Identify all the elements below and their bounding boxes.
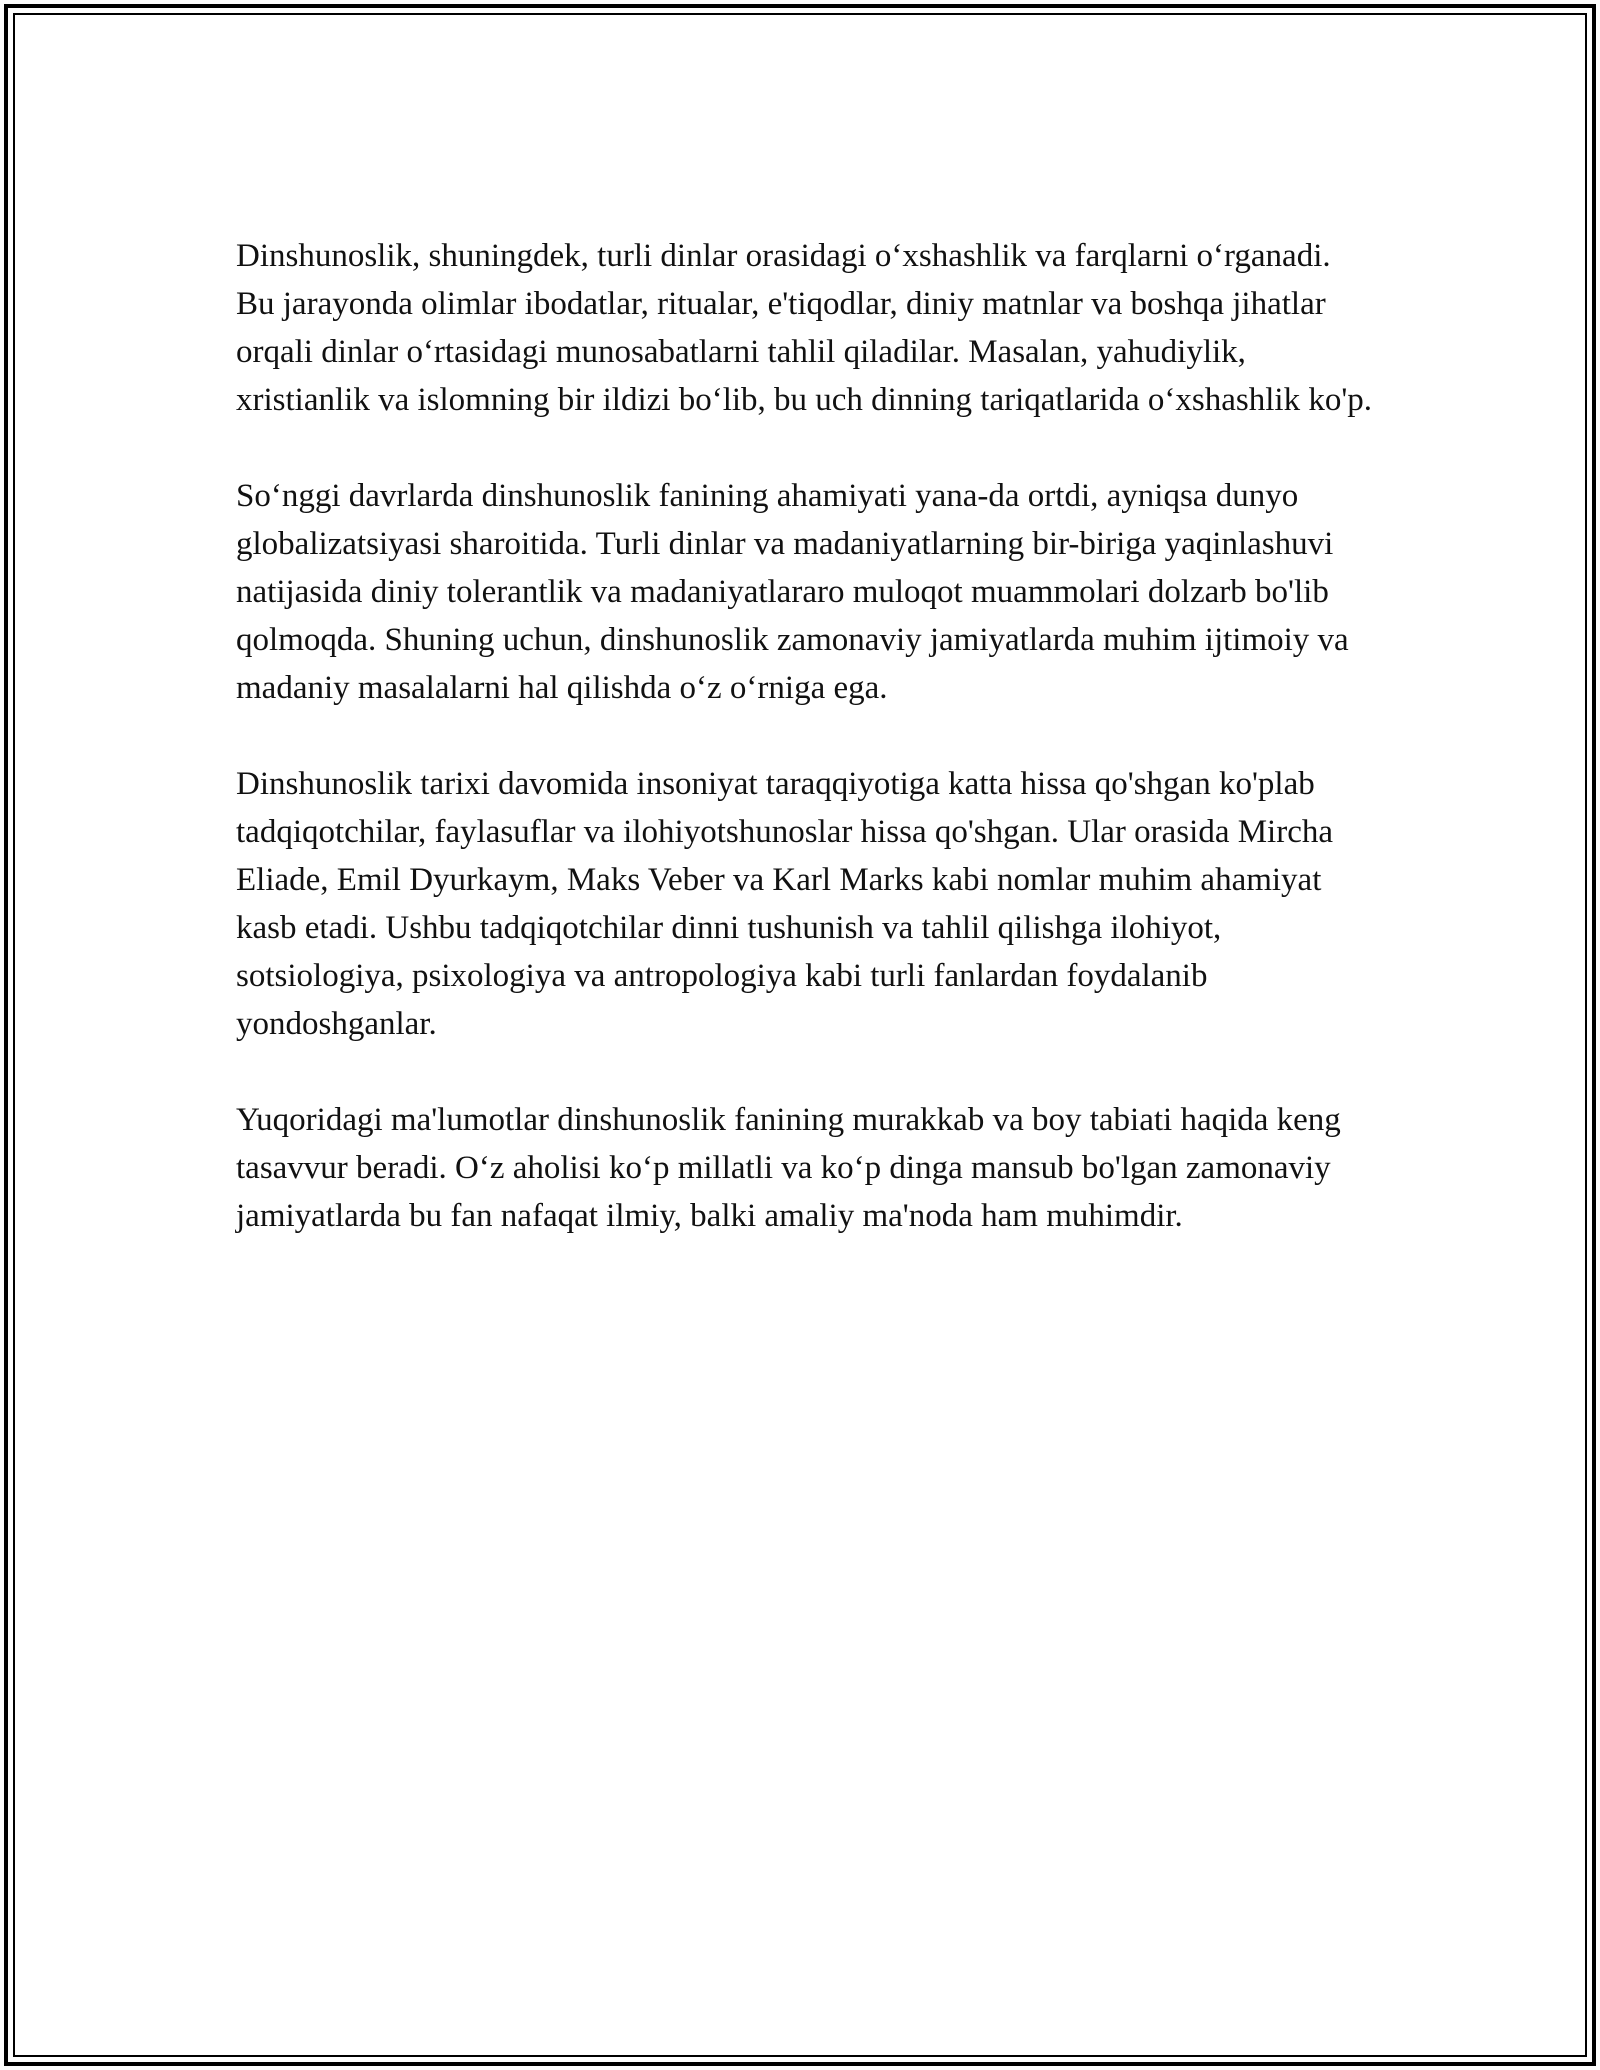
paragraph-similarities: Dinshunoslik, shuningdek, turli dinlar orasidagi o‘xshashlik va farqlarni o‘rganadi. Bu jarayonda olimlar ibodatlar, ritualar, e'tiqodlar, diniy matnlar va boshqa jihatlar orqali dinlar o‘rtasidagi munosabatlarni tahlil qiladilar. Masalan, yahudiylik, xristianlik va islomning bir ildizi bo‘lib, bu uch dinning tariqatlarida o‘xshashlik ko'p. [236, 238, 1373, 418]
paragraph-globalization: So‘nggi davrlarda dinshunoslik fanining ahamiyati yana-da ortdi, ayniqsa dunyo globalizatsiyasi sharoitida. Turli dinlar va madaniyatlarning bir-biriga yaqinlashuvi natijasida diniy tolerantlik va madaniyatlararo muloqot muammolari dolzarb bo'lib qolmoqda. Shuning uchun, dinshunoslik zamonaviy jamiyatlarda muhim ijtimoiy va madaniy masalalarni hal qilishda o‘z o‘rniga ega. [236, 478, 1349, 706]
paragraph-conclusion: Yuqoridagi ma'lumotlar dinshunoslik fanining murakkab va boy tabiati haqida keng tasavvur beradi. O‘z aholisi ko‘p millatli va ko‘p dinga mansub bo'lgan zamonaviy jamiyatlarda bu fan nafaqat ilmiy, balki amaliy ma'noda ham muhimdir. [236, 1102, 1341, 1234]
document-body [236, 232, 1376, 1240]
paragraph-researchers: Dinshunoslik tarixi davomida insoniyat taraqqiyotiga katta hissa qo'shgan ko'plab tadqiqotchilar, faylasuflar va ilohiyotshunoslar hissa qo'shgan. Ular orasida Mircha Eliade, Emil Dyurkaym, Maks Veber va Karl Marks kabi nomlar muhim ahamiyat kasb etadi. Ushbu tadqiqotchilar dinni tushunish va tahlil qilishga ilohiyot, sotsiologiya, psixologiya va antropologiya kabi turli fanlardan foydalanib yondoshganlar. [236, 766, 1334, 1042]
